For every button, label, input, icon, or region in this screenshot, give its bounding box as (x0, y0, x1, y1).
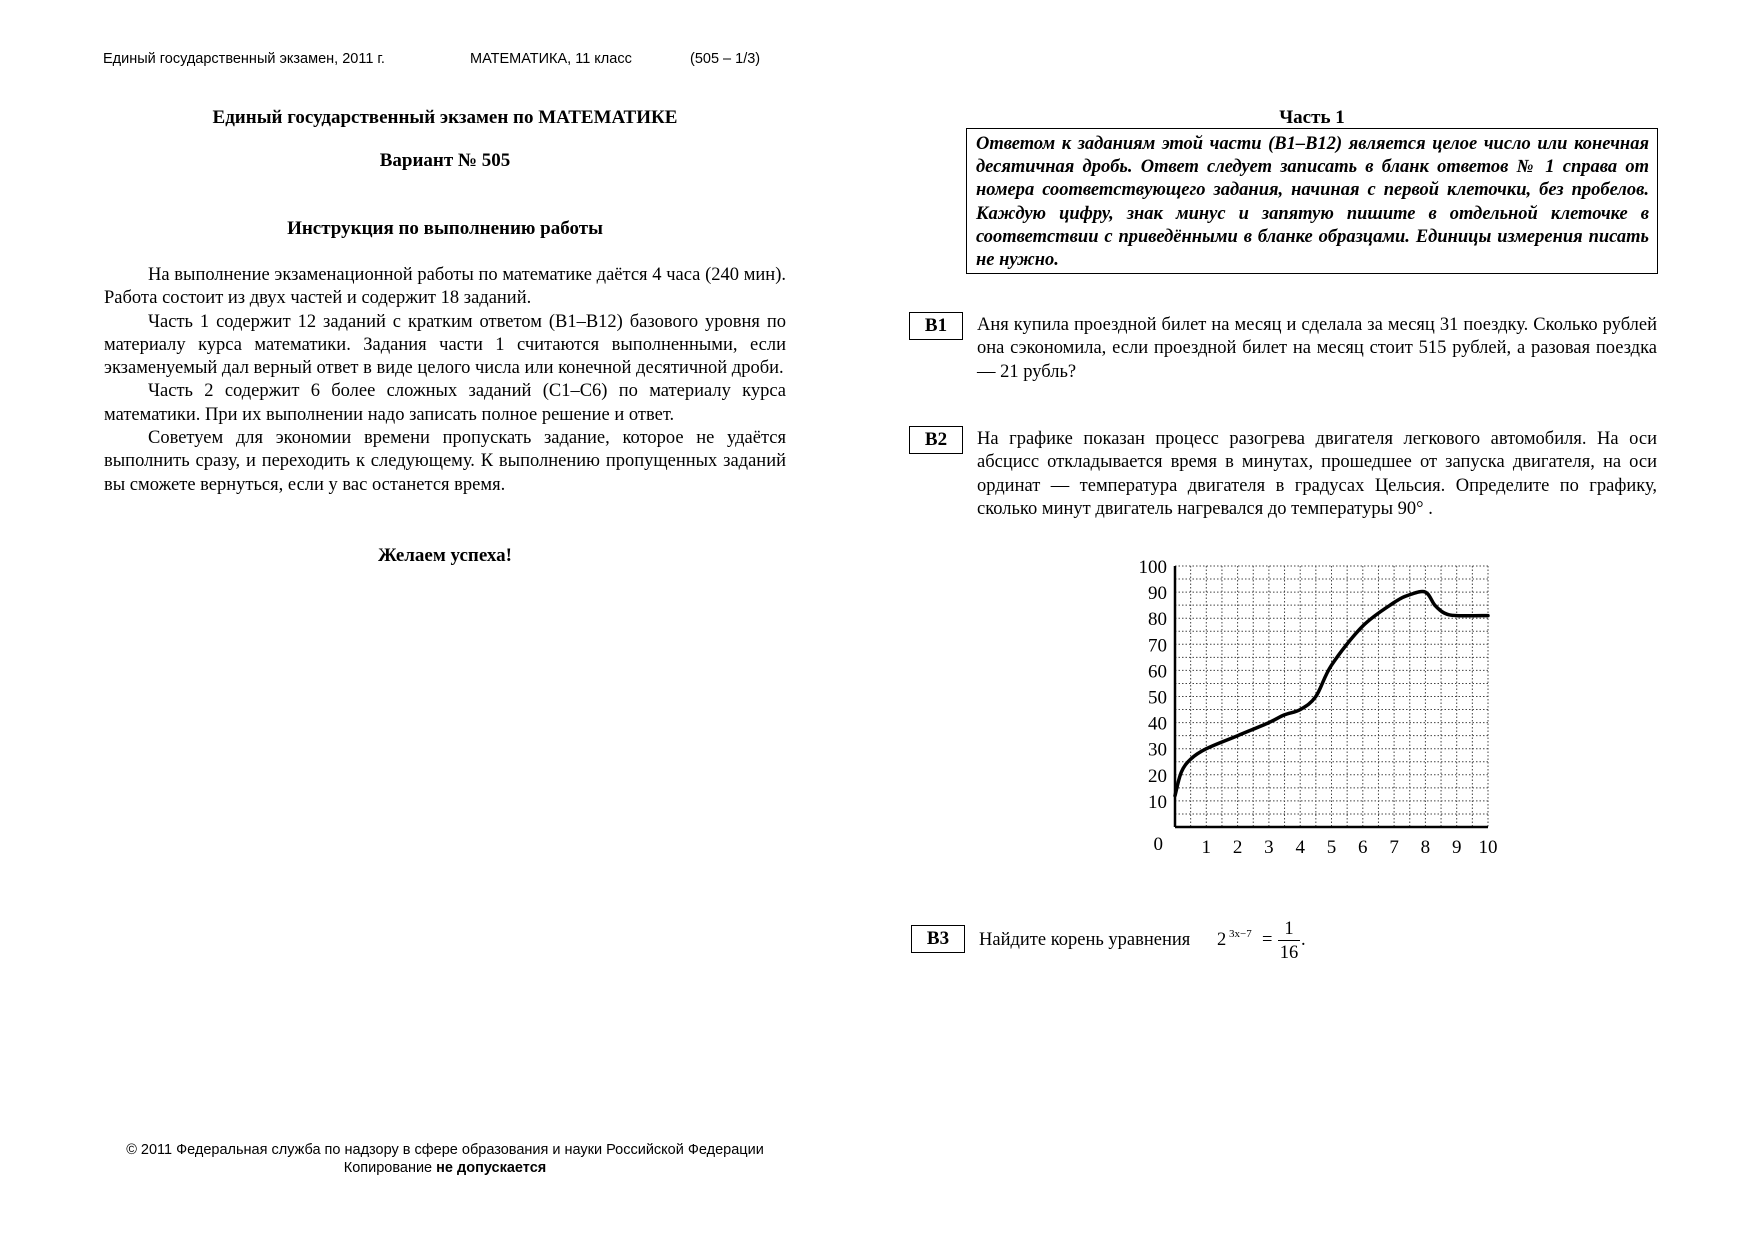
x-tick-label: 3 (1264, 837, 1274, 858)
x-tick-label: 5 (1326, 837, 1337, 858)
task-label-b2: B2 (909, 426, 963, 454)
footer-copy-bold: не допускается (436, 1160, 547, 1176)
temperature-chart (1120, 550, 1520, 865)
y-tick-label: 30 (1148, 739, 1167, 761)
instructions-paragraph: Советуем для экономии времени пропускать задание, которое не удаётся выполнить сразу, и переходить к следующему. К выполнению пропущенных заданий вы сможете вернуться, если у вас останется время. (104, 428, 786, 495)
header-code: (505 – 1/3) (690, 51, 761, 67)
variant-title: Вариант № 505 (379, 150, 511, 171)
y-tick-label: 80 (1148, 609, 1167, 631)
instructions-title: Инструкция по выполнению работы (287, 218, 603, 239)
x-tick-label: 10 (1478, 837, 1498, 858)
exam-title: Единый государственный экзамен по МАТЕМАТИКЕ (212, 107, 678, 128)
x-tick-label: 8 (1420, 837, 1431, 858)
task-text-b3 (979, 918, 1399, 968)
y-tick-label: 40 (1148, 713, 1167, 735)
header-subject: МАТЕМАТИКА, 11 класс (470, 51, 632, 67)
instructions-paragraph: Часть 1 содержит 12 заданий с кратким ответом (B1–B12) базового уровня по материалу курса математики. Задания части 1 считаются выполненными, если экзаменуемый дал верный ответ в виде целого числа или конечной десятичной дроби. (104, 311, 786, 379)
y-tick-label: 10 (1148, 791, 1167, 813)
wish-text: Желаем успеха! (378, 545, 512, 566)
x-tick-label: 1 (1201, 837, 1212, 858)
x-tick-label: 6 (1358, 837, 1368, 858)
header-exam: Единый государственный экзамен, 2011 г. (103, 51, 385, 67)
task-b3-prompt: Найдите корень уравнения (979, 930, 1191, 950)
x-tick-label: 7 (1389, 837, 1399, 858)
instructions-paragraph: На выполнение экзаменационной работы по математике даётся 4 часа (240 мин). Работа состоит из двух частей и содержит 18 заданий. (104, 265, 786, 309)
y-tick-label: 20 (1148, 765, 1167, 787)
y-tick-label: 100 (1138, 557, 1167, 578)
instructions-paragraph: Часть 2 содержит 6 более сложных заданий (C1–C6) по материалу курса математики. При их выполнении надо записать полное решение и ответ. (104, 381, 786, 425)
footer-copy-prefix: Копирование (343, 1160, 433, 1176)
equation-equals: = (1262, 930, 1273, 950)
chart-tick-labels (1139, 557, 1498, 858)
task-text-b2: На графике показан процесс разогрева двигателя легкового автомобиля. На оси абсцисс откладывается время в минутах, прошедшее от запуска двигателя, на оси ординат — температура двигателя в градусах Цельсия. Определите по графику, сколько минут двигатель нагревался до температуры 90° . (977, 429, 1657, 519)
equation-exponent: 3x−7 (1229, 928, 1252, 940)
task-label-b1: B1 (909, 312, 963, 340)
chart-grid (1175, 566, 1488, 827)
equation-base: 2 (1217, 930, 1227, 950)
task-text-b1: Аня купила проездной билет на месяц и сделала за месяц 31 поездку. Сколько рублей она сэкономила, если проездной билет на месяц стоит 515 рублей, а разовая поездка — 21 рубль? (977, 315, 1657, 382)
footer-copy-note (95, 1159, 795, 1177)
instructions-text (104, 264, 786, 497)
equation-denominator: 16 (1279, 943, 1299, 963)
origin-label: 0 (1153, 834, 1163, 855)
y-tick-label: 90 (1148, 583, 1167, 605)
task-label-b3: B3 (911, 925, 965, 953)
x-tick-label: 2 (1232, 837, 1243, 858)
x-tick-label: 9 (1451, 837, 1462, 858)
y-tick-label: 70 (1148, 635, 1167, 657)
equation-period: . (1301, 930, 1306, 950)
x-tick-label: 4 (1295, 837, 1305, 858)
equation-numerator: 1 (1278, 918, 1300, 941)
footer-copyright: © 2011 Федеральная служба по надзору в сфере образования и науки Российской Федерации (126, 1142, 764, 1158)
footer (95, 1141, 795, 1177)
y-tick-label: 50 (1148, 687, 1167, 709)
part-instructions-box: Ответом к заданиям этой части (B1–B12) является целое число или конечная десятичная дробь. Ответ следует записать в бланк ответов № 1 справа от номера соответствующего задания, начиная с первой клеточки, без пробелов. Каждую цифру, знак минус и запятую пишите в отдельной клеточке в соответствии с приведёнными в бланке образцами. Единицы измерения писать не нужно. (966, 128, 1658, 274)
part-title: Часть 1 (1279, 107, 1345, 128)
y-tick-label: 60 (1148, 661, 1167, 683)
